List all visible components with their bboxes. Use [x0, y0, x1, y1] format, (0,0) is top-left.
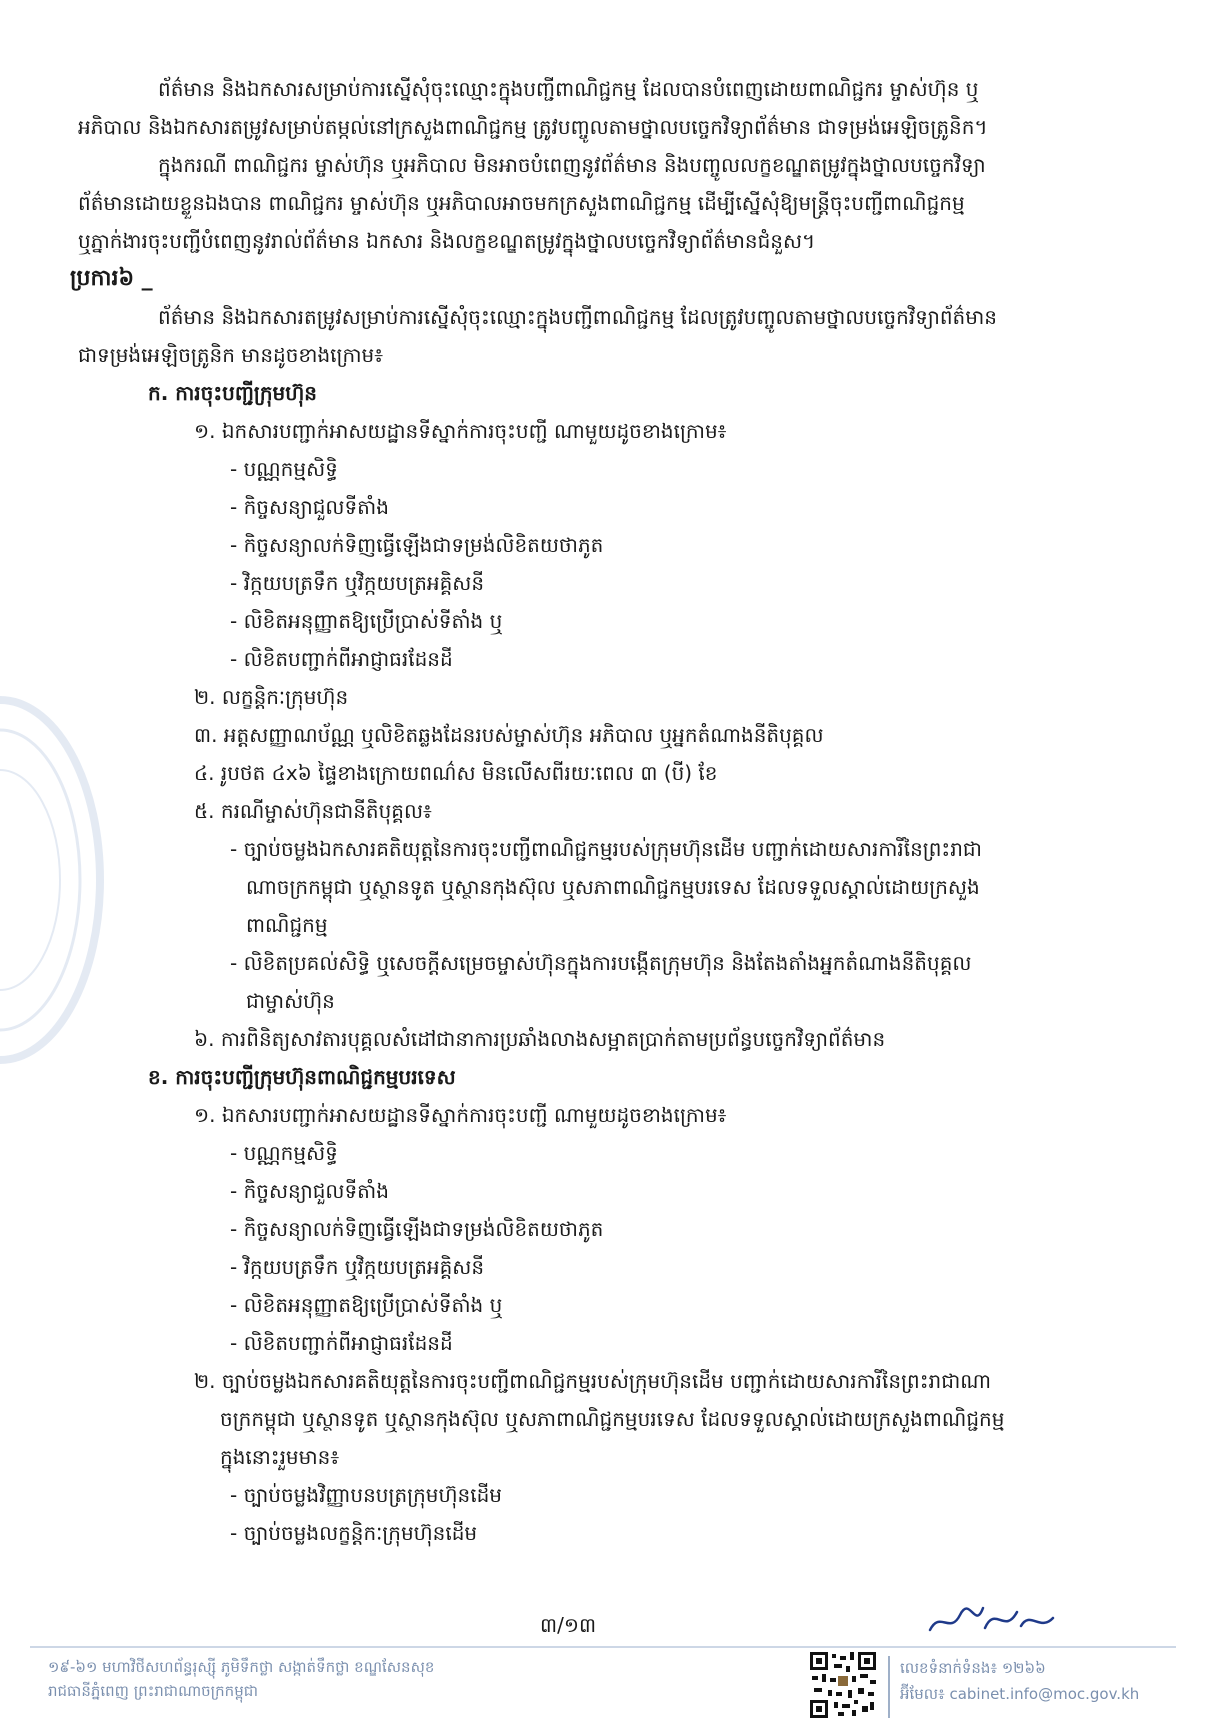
footer-contact [900, 1655, 1139, 1707]
text-line: ព័ត៌មាន និងឯកសារសម្រាប់ការស្នើសុំចុះឈ្មោះក្នុងបញ្ជីពាណិជ្ជកម្ម ដែលបានបំពេញដោយពាណិជ្ជករ ម្ចាស់ហ៊ុន ឬ [158, 77, 979, 101]
section-a-item-4: ៤. រូបថត ៤x៦ ផ្ទៃខាងក្រោយពណ៌ស មិនលើសពីរយៈពេល ៣ (បី) ខែ [194, 761, 718, 785]
list-item: - លិខិតអនុញ្ញាតឱ្យប្រើប្រាស់ទីតាំង ឬ [230, 609, 503, 633]
intro-paragraph-1 [78, 70, 1138, 146]
text-line: ពាណិជ្ជកម្ម [246, 913, 328, 937]
list-item: - កិច្ចសន្យាលក់ទិញធ្វើឡើងជាទម្រង់លិខិតយថាភូត [230, 533, 604, 557]
list-item: - កិច្ចសន្យាជួលទីតាំង [230, 1179, 389, 1203]
text-line: អភិបាល និងឯកសារតម្រូវសម្រាប់តម្កល់នៅក្រសួងពាណិជ្ជកម្ម ត្រូវបញ្ចូលតាមថ្នាលបច្ចេកវិទ្យាព័ត៌មាន ជាទម្រង់អេឡិចត្រូនិក។ [78, 115, 988, 139]
article-heading: ប្រការ៦ _ [70, 266, 153, 291]
text-line: ក្នុងនោះរួមមាន៖ [220, 1445, 340, 1469]
footer-separator [888, 1656, 890, 1718]
list-item: - ច្បាប់ចម្លងឯកសារគតិយុត្តនៃការចុះបញ្ជីពាណិជ្ជកម្មរបស់ក្រុមហ៊ុនដើម បញ្ជាក់ដោយសារការីនៃព្រះរាជា [230, 837, 982, 861]
article-paragraph [78, 298, 1138, 374]
list-item: - លិខិតបញ្ជាក់ពីអាជ្ញាធរដែនដី [230, 647, 453, 671]
section-a-title: ក. ការចុះបញ្ជីក្រុមហ៊ុន [148, 381, 317, 405]
list-item: - បណ្ណកម្មសិទ្ធិ [230, 1141, 338, 1165]
list-item: - លិខិតប្រគល់សិទ្ធិ ឬសេចក្តីសម្រេចម្ចាស់ហ៊ុនក្នុងការបង្កើតក្រុមហ៊ុន និងតែងតាំងអ្នកតំណាងនីតិបុគ្គល [230, 951, 972, 975]
section-a-item-6: ៦. ការពិនិត្យសាវតារបុគ្គលសំដៅជានាការប្រឆាំងលាងសម្អាតប្រាក់តាមប្រព័ន្ធបច្ចេកវិទ្យាព័ត៌មាន [194, 1027, 886, 1051]
address-line: ១៩-៦១ មហាវិថីសហព័ន្ធរុស្ស៊ី ភូមិទឹកថ្លា សង្កាត់ទឹកថ្លា ខណ្ឌសែនសុខ [48, 1658, 435, 1676]
page-number: ៣/១៣ [540, 1613, 597, 1637]
section-b-item-2: ២. ច្បាប់ចម្លងឯកសារគតិយុត្តនៃការចុះបញ្ជីពាណិជ្ជកម្មរបស់ក្រុមហ៊ុនដើម បញ្ជាក់ដោយសារការីនៃព្រះរាជាណា [194, 1369, 992, 1393]
list-item: - ច្បាប់ចម្លងលក្ខន្តិកៈក្រុមហ៊ុនដើម [230, 1521, 478, 1545]
list-item: - លិខិតបញ្ជាក់ពីអាជ្ញាធរដែនដី [230, 1331, 453, 1355]
list-item: - កិច្ចសន្យាលក់ទិញធ្វើឡើងជាទម្រង់លិខិតយថាភូត [230, 1217, 604, 1241]
list-item: - វិក្កយបត្រទឹក ឬវិក្កយបត្រអគ្គិសនី [230, 1255, 485, 1279]
phone-text: លេខទំនាក់ទំនង៖ ១២៦៦ [900, 1659, 1046, 1677]
text-line: ឬភ្នាក់ងារចុះបញ្ជីបំពេញនូវរាល់ព័ត៌មាន ឯកសារ និងលក្ខខណ្ឌតម្រូវក្នុងថ្នាលបច្ចេកវិទ្យាព័ត៌មានជំនួស។ [78, 229, 816, 253]
list-item: - ច្បាប់ចម្លងវិញ្ញាបនបត្រក្រុមហ៊ុនដើម [230, 1483, 502, 1507]
footer-divider [30, 1646, 1176, 1648]
main-content [70, 70, 1138, 1552]
list-item: - បណ្ណកម្មសិទ្ធិ [230, 457, 338, 481]
section-a-item-3: ៣. អត្តសញ្ញាណប័ណ្ណ ឬលិខិតឆ្លងដែនរបស់ម្ចាស់ហ៊ុន អភិបាល ឬអ្នកតំណាងនីតិបុគ្គល [194, 723, 824, 747]
footer-address [48, 1655, 434, 1703]
text-line: ក្នុងករណី ពាណិជ្ជករ ម្ចាស់ហ៊ុន ឬអភិបាល មិនអាចបំពេញនូវព័ត៌មាន និងបញ្ចូលលក្ខខណ្ឌតម្រូវក្នុងថ្នាលបច្ចេកវិទ្យា [158, 153, 986, 177]
section-a-item-5: ៥. ករណីម្ចាស់ហ៊ុនជានីតិបុគ្គល៖ [194, 799, 432, 823]
section-a-item-1: ១. ឯកសារបញ្ជាក់អាសយដ្ឋានទីស្នាក់ការចុះបញ្ជី ណាមួយដូចខាងក្រោម៖ [194, 419, 727, 443]
text-line: ព័ត៌មាន និងឯកសារតម្រូវសម្រាប់ការស្នើសុំចុះឈ្មោះក្នុងបញ្ជីពាណិជ្ជកម្ម ដែលត្រូវបញ្ចូលតាមថ្នាលបច្ចេកវិទ្យាព័ត៌មាន [158, 305, 997, 329]
qr-code-icon[interactable] [808, 1650, 878, 1720]
list-item: - កិច្ចសន្យាជួលទីតាំង [230, 495, 389, 519]
text-line: ណាចក្រកម្ពុជា ឬស្ថានទូត ឬស្ថានកុងស៊ុល ឬសភាពាណិជ្ជកម្មបរទេស ដែលទទួលស្គាល់ដោយក្រសួង [246, 875, 980, 899]
text-line: ព័ត៌មានដោយខ្លួនឯងបាន ពាណិជ្ជករ ម្ចាស់ហ៊ុន ឬអភិបាលអាចមកក្រសួងពាណិជ្ជកម្ម ដើម្បីស្នើសុំឱ្យមន្ត្រីចុះបញ្ជីពាណិជ្ជកម្ម [78, 191, 965, 215]
text-line: ចក្រកម្ពុជា ឬស្ថានទូត ឬស្ថានកុងស៊ុល ឬសភាពាណិជ្ជកម្មបរទេស ដែលទទួលស្គាល់ដោយក្រសួងពាណិជ្ជកម្ម [220, 1407, 1005, 1431]
address-line: រាជធានីភ្នំពេញ ព្រះរាជាណាចក្រកម្ពុជា [48, 1682, 258, 1700]
list-item: - លិខិតអនុញ្ញាតឱ្យប្រើប្រាស់ទីតាំង ឬ [230, 1293, 503, 1317]
section-b-item-1: ១. ឯកសារបញ្ជាក់អាសយដ្ឋានទីស្នាក់ការចុះបញ្ជី ណាមួយដូចខាងក្រោម៖ [194, 1103, 727, 1127]
section-b-title: ខ. ការចុះបញ្ជីក្រុមហ៊ុនពាណិជ្ជកម្មបរទេស [148, 1065, 456, 1089]
ministry-seal-watermark-icon [0, 690, 110, 1070]
section-a-item-2: ២. លក្ខន្តិកៈក្រុមហ៊ុន [194, 685, 349, 709]
text-line: ជាទម្រង់អេឡិចត្រូនិក មានដូចខាងក្រោម៖ [78, 343, 383, 367]
text-line: ជាម្ចាស់ហ៊ុន [246, 989, 335, 1013]
intro-paragraph-2 [78, 146, 1138, 260]
signature-icon [925, 1600, 1065, 1640]
email-link[interactable]: អ៊ីមែល៖ cabinet.info@moc.gov.kh [900, 1685, 1140, 1703]
list-item: - វិក្កយបត្រទឹក ឬវិក្កយបត្រអគ្គិសនី [230, 571, 485, 595]
